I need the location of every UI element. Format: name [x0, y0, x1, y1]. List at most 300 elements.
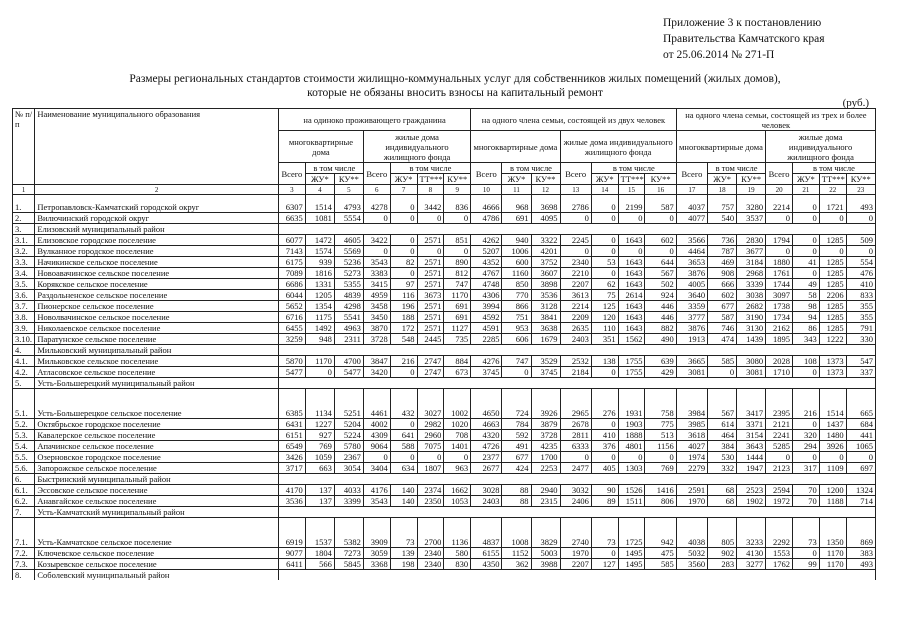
row-name: Раздольненское сельское поселение: [35, 290, 279, 301]
row-value: 41: [792, 257, 819, 268]
header-zhu: ЖУ*: [792, 174, 819, 185]
row-value: 2635: [560, 323, 591, 334]
row-value: 88: [502, 496, 531, 507]
table-row: [13, 257, 876, 268]
table-row: [13, 323, 876, 334]
row-value: 2214: [766, 195, 793, 213]
row-value: 2571: [417, 301, 444, 312]
header-tt: ТТ***: [618, 174, 645, 185]
row-value: 0: [390, 195, 417, 213]
row-value: 0: [846, 452, 875, 463]
header-izh: жилые дома индивидуального жилищного фонда: [766, 131, 876, 163]
row-value: 775: [645, 419, 676, 430]
column-number: 17: [676, 185, 707, 195]
row-value: 355: [846, 301, 875, 312]
row-value: 0: [560, 452, 591, 463]
row-value: 2292: [766, 518, 793, 548]
row-value: 138: [591, 356, 618, 367]
row-value: 0: [444, 213, 471, 224]
row-number: 6.1.: [13, 485, 35, 496]
row-value: 5477: [278, 367, 305, 378]
row-value: 4262: [471, 235, 502, 246]
row-value: 1537: [305, 518, 334, 548]
row-value: 4306: [471, 290, 502, 301]
row-value: 580: [444, 548, 471, 559]
table-row: [13, 441, 876, 452]
row-value: 805: [708, 518, 737, 548]
row-value: 0: [390, 452, 417, 463]
header-tt: ТТ***: [417, 174, 444, 185]
row-value: 666: [708, 279, 737, 290]
row-value: 5382: [334, 518, 363, 548]
row-value: 1794: [766, 235, 793, 246]
row-value: 198: [390, 559, 417, 570]
row-value: 736: [708, 235, 737, 246]
table-row: [13, 334, 876, 345]
row-number: 3.10.: [13, 334, 35, 345]
row-value: 1401: [444, 441, 471, 452]
row-value: 4666: [471, 195, 502, 213]
row-number: 5.3.: [13, 430, 35, 441]
row-value: 924: [645, 290, 676, 301]
row-value: 4130: [737, 548, 766, 559]
row-name: Октябрьское городское поселение: [35, 419, 279, 430]
row-value: 1285: [819, 312, 846, 323]
row-value: 769: [305, 441, 334, 452]
table-row: [13, 570, 876, 581]
standards-table: [12, 108, 876, 580]
row-value: 3080: [737, 356, 766, 367]
row-value: 0: [390, 246, 417, 257]
header-incl: в том числе: [708, 163, 766, 174]
row-value: 0: [846, 246, 875, 257]
row-value: 3984: [676, 389, 707, 419]
row-value: 3876: [676, 323, 707, 334]
row-value: 1136: [444, 518, 471, 548]
row-value: 513: [645, 430, 676, 441]
column-number: 10: [471, 185, 502, 195]
row-value: 0: [444, 246, 471, 257]
row-value: 746: [708, 323, 737, 334]
column-number: 5: [334, 185, 363, 195]
row-value: 3607: [531, 268, 560, 279]
row-value: 1285: [819, 301, 846, 312]
row-value: 0: [417, 213, 444, 224]
row-name: Корякское сельское поселение: [35, 279, 279, 290]
row-value: 691: [444, 312, 471, 323]
row-value: 3926: [531, 389, 560, 419]
row-empty-span: [278, 224, 875, 235]
row-value: 1553: [766, 548, 793, 559]
row-number: 5.6.: [13, 463, 35, 474]
row-value: 1006: [502, 246, 531, 257]
column-number: 18: [708, 185, 737, 195]
row-value: 6411: [278, 559, 305, 570]
row-value: 2214: [560, 301, 591, 312]
row-value: 677: [708, 301, 737, 312]
row-empty-span: [278, 507, 875, 518]
header-tt: ТТ***: [819, 174, 846, 185]
header-group-two: на одного члена семьи, состоящей из двух человек: [471, 109, 677, 131]
row-number: 4.: [13, 345, 35, 356]
row-value: 1762: [766, 559, 793, 570]
row-value: 757: [708, 195, 737, 213]
row-value: 332: [708, 463, 737, 474]
column-number: 23: [846, 185, 875, 195]
row-value: 6431: [278, 419, 305, 430]
row-value: 70: [792, 496, 819, 507]
row-number: 3.8.: [13, 312, 35, 323]
row-value: 3677: [737, 246, 766, 257]
row-value: 833: [846, 290, 875, 301]
row-value: 7089: [278, 268, 305, 279]
row-value: 1495: [618, 559, 645, 570]
row-value: 0: [560, 246, 591, 257]
row-value: 5285: [766, 441, 793, 452]
header-ku: КУ**: [444, 174, 471, 185]
row-value: 0: [417, 246, 444, 257]
row-value: 1643: [618, 268, 645, 279]
row-number: 3.3.: [13, 257, 35, 268]
column-number: 14: [591, 185, 618, 195]
row-value: 6919: [278, 518, 305, 548]
row-value: 1643: [618, 312, 645, 323]
header-mkd: многоквартирные дома: [471, 131, 560, 163]
row-value: 0: [591, 268, 618, 279]
header-incl: в том числе: [390, 163, 470, 174]
column-number-row: [13, 185, 876, 195]
row-value: 1903: [618, 419, 645, 430]
row-value: 2965: [560, 389, 591, 419]
row-value: 882: [645, 323, 676, 334]
row-value: 5224: [334, 430, 363, 441]
row-number: 3.1.: [13, 235, 35, 246]
row-value: 2350: [417, 496, 444, 507]
row-value: 830: [444, 559, 471, 570]
row-value: 1495: [618, 548, 645, 559]
appendix-note: [663, 15, 825, 63]
row-name: Атласовское сельское поселение: [35, 367, 279, 378]
table-row: [13, 290, 876, 301]
row-value: 3698: [531, 195, 560, 213]
row-value: 2210: [560, 268, 591, 279]
row-name: Усть-Большерецкое сельское поселение: [35, 389, 279, 419]
title-line: которые не обязаны вносить взносы на капитальный ремонт: [307, 87, 603, 99]
row-number: 3.9.: [13, 323, 35, 334]
row-value: 343: [792, 334, 819, 345]
row-name: Запорожское сельское поселение: [35, 463, 279, 474]
header-group-single: на одиноко проживающего гражданина: [278, 109, 470, 131]
row-value: 2340: [417, 548, 444, 559]
row-value: 566: [305, 559, 334, 570]
row-name: Усть-Камчатское сельское поселение: [35, 518, 279, 548]
row-value: 0: [766, 452, 793, 463]
row-value: 0: [645, 213, 676, 224]
row-value: 3777: [676, 312, 707, 323]
row-value: 4278: [363, 195, 390, 213]
row-value: 0: [708, 367, 737, 378]
row-value: 3829: [531, 518, 560, 548]
row-value: 1492: [305, 323, 334, 334]
row-value: 0: [591, 452, 618, 463]
row-value: 1514: [305, 195, 334, 213]
row-value: 1170: [819, 559, 846, 570]
row-value: 6044: [278, 290, 305, 301]
row-value: 0: [792, 452, 819, 463]
row-value: 1350: [819, 518, 846, 548]
row-value: 540: [708, 213, 737, 224]
row-value: 3420: [363, 367, 390, 378]
row-value: 188: [390, 312, 417, 323]
header-num: № п/п: [13, 109, 35, 185]
row-value: 3745: [531, 367, 560, 378]
row-value: 432: [390, 389, 417, 419]
row-value: 1444: [737, 452, 766, 463]
row-value: 4276: [471, 356, 502, 367]
row-name: Козыревское сельское поселение: [35, 559, 279, 570]
row-value: 127: [591, 559, 618, 570]
row-value: 1059: [305, 452, 334, 463]
row-value: 3536: [531, 290, 560, 301]
row-value: 110: [591, 323, 618, 334]
row-value: 90: [591, 485, 618, 496]
row-value: 3359: [676, 301, 707, 312]
row-value: 0: [390, 367, 417, 378]
row-value: 1200: [819, 485, 846, 496]
row-value: 606: [502, 334, 531, 345]
column-number: 2: [35, 185, 279, 195]
appendix-line: Правительства Камчатского края: [663, 33, 825, 45]
row-value: 1738: [766, 301, 793, 312]
row-value: 1526: [618, 485, 645, 496]
row-value: 88: [502, 485, 531, 496]
row-value: 602: [645, 235, 676, 246]
table-body: [13, 185, 876, 581]
row-value: 317: [792, 463, 819, 474]
row-value: 4350: [471, 559, 502, 570]
row-value: 963: [444, 463, 471, 474]
row-value: 58: [792, 290, 819, 301]
row-value: 5845: [334, 559, 363, 570]
row-value: 585: [708, 356, 737, 367]
table-row: [13, 496, 876, 507]
row-value: 4793: [334, 195, 363, 213]
row-value: 0: [792, 268, 819, 279]
row-value: 3128: [531, 301, 560, 312]
row-value: 1020: [444, 419, 471, 430]
table-row: [13, 452, 876, 463]
row-number: 4.1.: [13, 356, 35, 367]
row-value: 3028: [471, 485, 502, 496]
row-value: 0: [766, 246, 793, 257]
row-value: 4309: [363, 430, 390, 441]
row-value: 4837: [471, 518, 502, 548]
table-row: [13, 356, 876, 367]
row-value: 493: [846, 559, 875, 570]
row-value: 2747: [417, 356, 444, 367]
row-value: 7075: [417, 441, 444, 452]
row-value: 2614: [618, 290, 645, 301]
column-number: 1: [13, 185, 35, 195]
row-value: 9064: [363, 441, 390, 452]
row-value: 2523: [737, 485, 766, 496]
row-value: 3059: [363, 548, 390, 559]
appendix-line: от 25.06.2014 № 271-П: [663, 49, 775, 61]
row-name: Соболевский муниципальный район: [35, 570, 279, 581]
row-empty-span: [278, 345, 875, 356]
row-value: 2786: [560, 195, 591, 213]
row-value: 3154: [737, 430, 766, 441]
row-value: 1354: [305, 301, 334, 312]
row-value: 0: [792, 195, 819, 213]
row-value: 1931: [618, 389, 645, 419]
row-value: 4201: [531, 246, 560, 257]
row-value: 1285: [819, 279, 846, 290]
row-value: 1755: [618, 367, 645, 378]
row-value: 3613: [560, 290, 591, 301]
row-value: 4726: [471, 441, 502, 452]
row-value: 787: [708, 246, 737, 257]
header-group-three: на одного члена семьи, состоящей из трех и более человек: [676, 109, 875, 131]
row-value: 1562: [618, 334, 645, 345]
row-value: 490: [645, 334, 676, 345]
row-value: 0: [819, 452, 846, 463]
row-value: 3233: [737, 518, 766, 548]
table-row: [13, 378, 876, 389]
row-value: 7143: [278, 246, 305, 257]
row-value: 1744: [766, 279, 793, 290]
row-value: 3032: [560, 485, 591, 496]
row-number: 2.: [13, 213, 35, 224]
row-value: 567: [645, 268, 676, 279]
row-value: 4235: [531, 441, 560, 452]
row-value: 2403: [471, 496, 502, 507]
row-value: 1643: [618, 279, 645, 290]
row-value: 441: [846, 430, 875, 441]
header-mkd: многоквартирные дома: [278, 131, 363, 163]
row-value: 98: [792, 301, 819, 312]
row-value: 2377: [471, 452, 502, 463]
row-value: 567: [708, 389, 737, 419]
header-zhu: ЖУ*: [591, 174, 618, 185]
row-name: Николаевское сельское поселение: [35, 323, 279, 334]
row-value: 1970: [676, 496, 707, 507]
column-number: 6: [363, 185, 390, 195]
row-value: 1710: [766, 367, 793, 378]
row-value: 3130: [737, 323, 766, 334]
row-value: 3847: [363, 356, 390, 367]
row-value: 724: [502, 389, 531, 419]
row-value: 137: [305, 496, 334, 507]
row-value: 62: [591, 279, 618, 290]
row-number: 7.2.: [13, 548, 35, 559]
row-value: 1721: [819, 195, 846, 213]
column-number: 11: [502, 185, 531, 195]
row-value: 330: [846, 334, 875, 345]
row-value: 4801: [618, 441, 645, 452]
row-value: 1053: [444, 496, 471, 507]
row-value: 5554: [334, 213, 363, 224]
row-value: 2571: [417, 312, 444, 323]
row-value: 5477: [334, 367, 363, 378]
row-value: 1643: [618, 301, 645, 312]
row-name: Вилючинский городской округ: [35, 213, 279, 224]
row-value: 4176: [363, 485, 390, 496]
row-value: 1303: [618, 463, 645, 474]
row-value: 116: [390, 290, 417, 301]
row-value: 137: [305, 485, 334, 496]
row-value: 1514: [819, 389, 846, 419]
row-number: 7.: [13, 507, 35, 518]
row-value: 0: [591, 548, 618, 559]
row-value: 172: [390, 323, 417, 334]
row-value: 1643: [618, 323, 645, 334]
row-name: Новоавачинское сельское поселение: [35, 268, 279, 279]
row-value: 554: [846, 257, 875, 268]
row-value: 0: [390, 213, 417, 224]
row-value: 3879: [531, 419, 560, 430]
row-value: 587: [645, 195, 676, 213]
column-number: 7: [390, 185, 417, 195]
row-name: Елизовское городское поселение: [35, 235, 279, 246]
row-empty-span: [278, 474, 875, 485]
row-value: 1416: [645, 485, 676, 496]
row-value: 2162: [766, 323, 793, 334]
row-value: 5207: [471, 246, 502, 257]
row-value: 3190: [737, 312, 766, 323]
row-value: 3841: [531, 312, 560, 323]
row-number: 5.2.: [13, 419, 35, 430]
row-value: 4605: [334, 235, 363, 246]
row-value: 641: [390, 430, 417, 441]
row-value: 3876: [676, 268, 707, 279]
row-value: 2830: [737, 235, 766, 246]
row-name: Кавалерское сельское поселение: [35, 430, 279, 441]
row-value: 3442: [417, 195, 444, 213]
row-value: 6716: [278, 312, 305, 323]
row-value: 1972: [766, 496, 793, 507]
row-value: 464: [708, 430, 737, 441]
header-izh: жилые дома индивидуального жилищного фонда: [363, 131, 470, 163]
row-value: 3339: [737, 279, 766, 290]
row-value: 1134: [305, 389, 334, 419]
row-value: 2285: [471, 334, 502, 345]
header-incl: в том числе: [792, 163, 875, 174]
row-value: 3529: [531, 356, 560, 367]
header-mkd: многоквартирные дома: [676, 131, 765, 163]
table-row: [13, 195, 876, 213]
row-value: 0: [363, 213, 390, 224]
row-value: 1679: [531, 334, 560, 345]
row-value: 2571: [417, 235, 444, 246]
row-value: 73: [390, 518, 417, 548]
row-value: 968: [502, 195, 531, 213]
row-value: 4591: [471, 323, 502, 334]
row-value: 5032: [676, 548, 707, 559]
row-value: 2245: [560, 235, 591, 246]
column-number: 21: [792, 185, 819, 195]
header-incl: в том числе: [591, 163, 676, 174]
row-value: 362: [502, 559, 531, 570]
row-value: 1170: [819, 548, 846, 559]
row-value: 68: [708, 485, 737, 496]
row-value: 0: [502, 367, 531, 378]
row-value: 758: [645, 389, 676, 419]
row-value: 2594: [766, 485, 793, 496]
row-value: 1002: [444, 389, 471, 419]
row-value: 4839: [334, 290, 363, 301]
row-value: 1511: [618, 496, 645, 507]
